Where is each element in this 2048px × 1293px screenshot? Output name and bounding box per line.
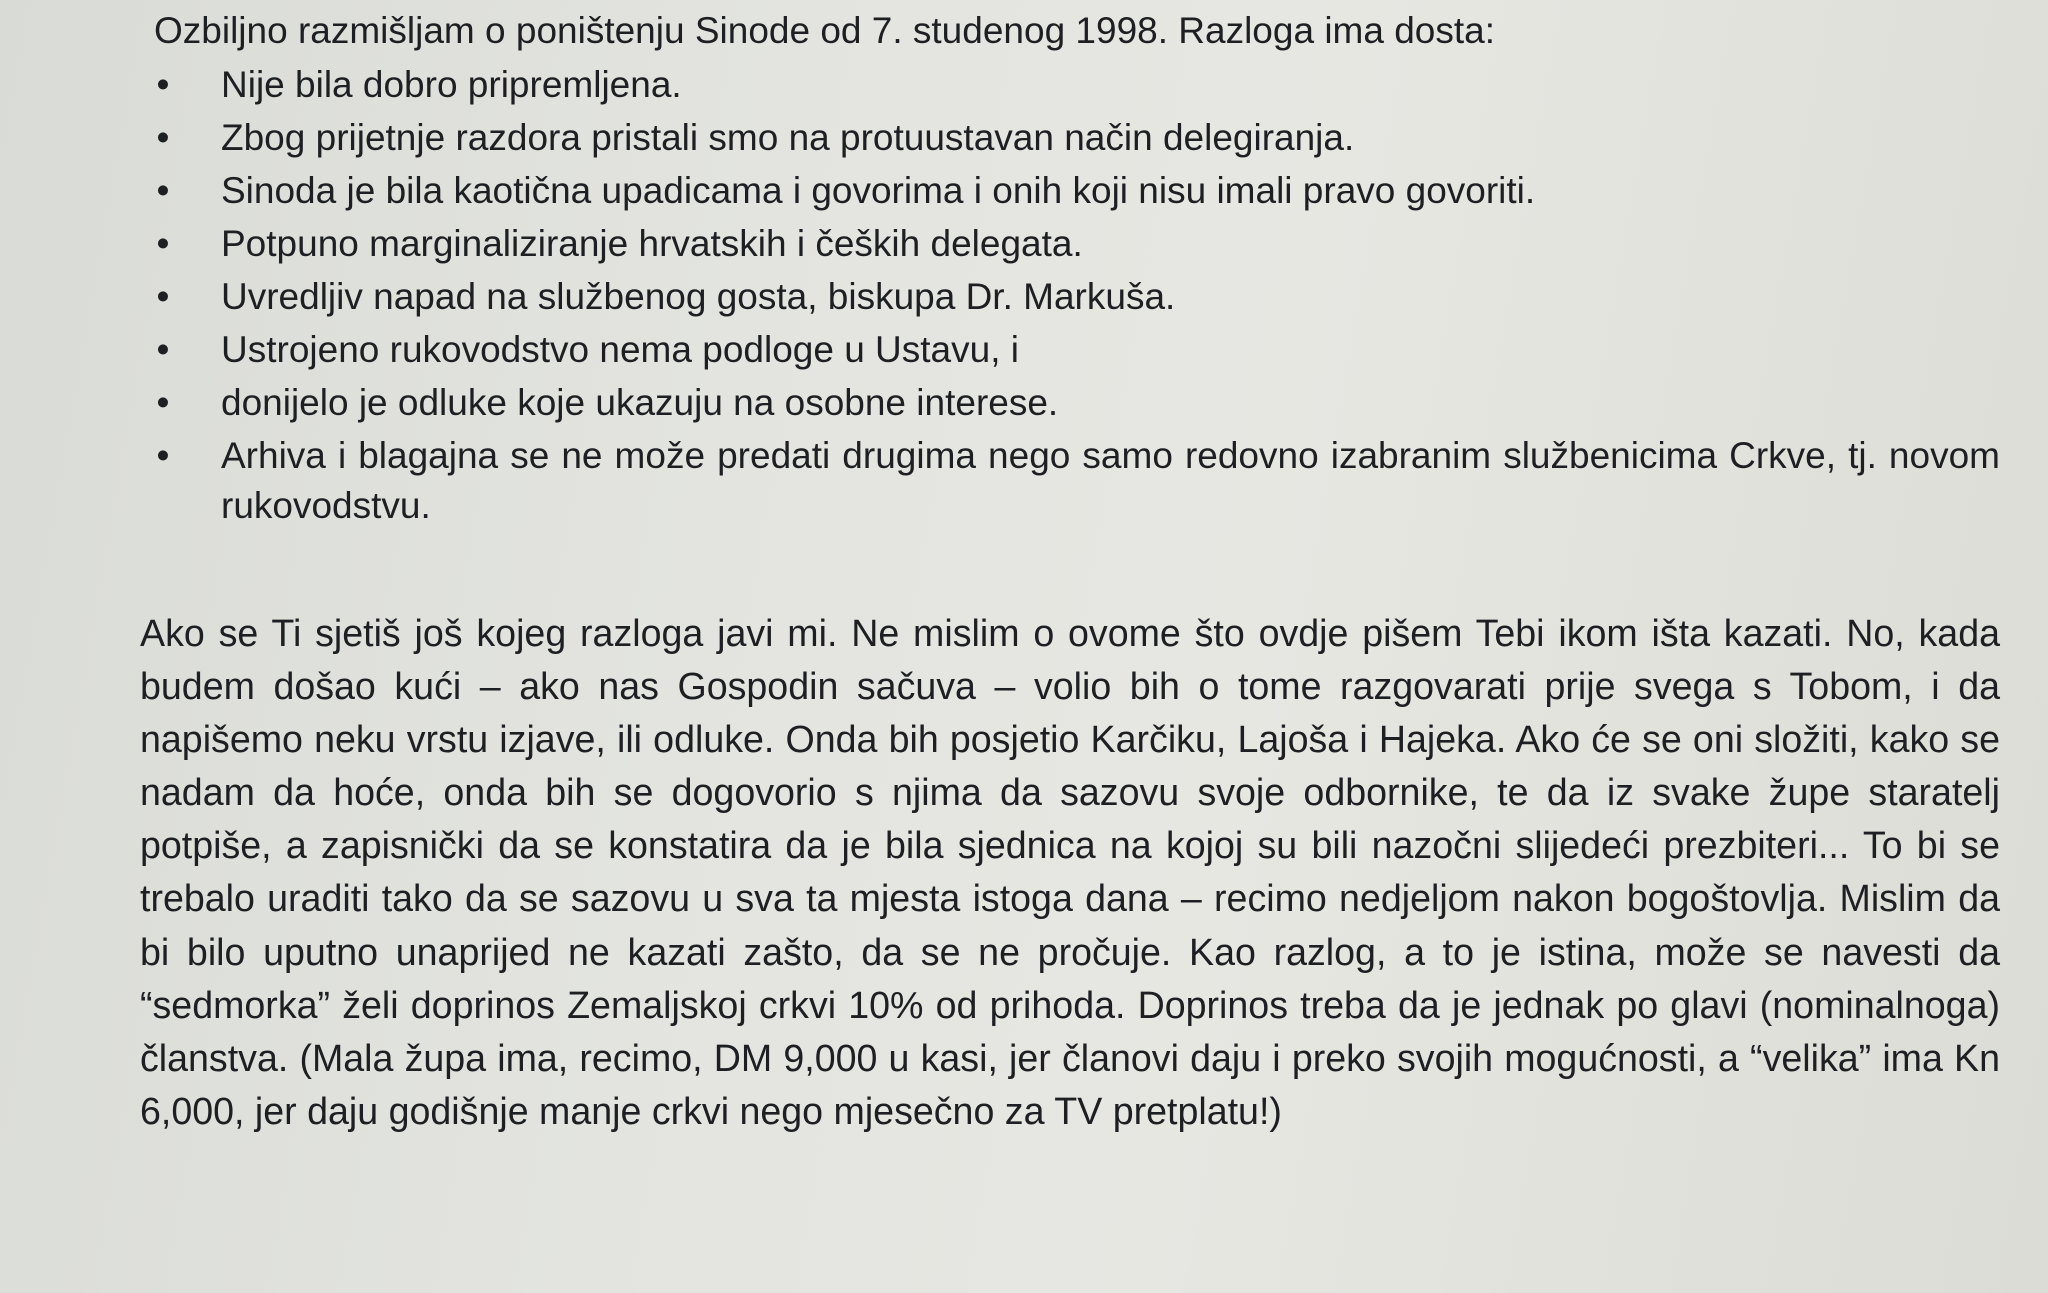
list-item-text: Uvredljiv napad na službenog gosta, biskupa Dr. Markuša.: [221, 276, 1176, 317]
bullet-icon: •: [156, 276, 170, 317]
bullet-icon: •: [156, 329, 170, 370]
bullet-icon: •: [156, 382, 170, 423]
intro-line: Ozbiljno razmišljam o poništenju Sinode od 7. studenog 1998. Razloga ima dosta:: [154, 10, 1496, 51]
list-item: [140, 272, 2000, 321]
list-item-text: Nije bila dobro pripremljena.: [221, 64, 682, 105]
list-item: [140, 219, 2000, 268]
list-item-text: Zbog prijetnje razdora pristali smo na protuustavan način delegiranja.: [221, 117, 1355, 158]
list-item-text: donijelo je odluke koje ukazuju na osobne interese.: [221, 382, 1059, 423]
bullet-icon: •: [156, 170, 170, 211]
list-item: [140, 325, 2000, 374]
list-item: [140, 166, 2000, 215]
bullet-icon: •: [156, 435, 170, 476]
list-item: [140, 60, 2000, 109]
bullet-icon: •: [156, 223, 170, 264]
list-item-text: Sinoda je bila kaotična upadicama i govorima i onih koji nisu imali pravo govoriti.: [221, 170, 1536, 211]
bullet-icon: •: [156, 64, 170, 105]
list-item-text: Potpuno marginaliziranje hrvatskih i čeških delegata.: [221, 223, 1083, 264]
list-item-text: Ustrojeno rukovodstvo nema podloge u Ustavu, i: [221, 329, 1019, 370]
list-item: [140, 113, 2000, 162]
body-paragraph: Ako se Ti sjetiš još kojeg razloga javi mi. Ne mislim o ovome što ovdje pišem Tebi ikom išta kazati. No, kada budem došao kući – ako nas Gospodin sačuva – volio bih o tome razgovarati prije svega s Tobom, i da napišemo neku vrstu izjave, ili odluke. Onda bih posjetio Karčiku, Lajoša i Hajeka. Ako će se oni složiti, kako se nadam da hoće, onda bih se dogovorio s njima da sazovu svoje odbornike, te da iz svake župe staratelj potpiše, a zapisnički da se konstatira da je bila sjednica na kojoj su bili nazočni slijedeći prezbiteri... To bi se trebalo uraditi tako da se sazovu u sva ta mjesta istoga dana – recimo nedjeljom nakon bogoštovlja. Mislim da bi bilo uputno unaprijed ne kazati zašto, da se ne pročuje. Kao razlog, a to je istina, može se navesti da “sedmorka” želi doprinos Zemaljskoj crkvi 10% od prihoda. Doprinos treba da je jednak po glavi (nominalnoga) članstva. (Mala župa ima, recimo, DM 9,000 u kasi, jer članovi daju i preko svojih mogućnosti, a “velika” ima Kn 6,000, jer daju godišnje manje crkvi nego mjesečno za TV pretplatu!): [140, 612, 2000, 1132]
bullet-icon: •: [156, 117, 170, 158]
reasons-list: [140, 60, 2000, 531]
list-item-text: Arhiva i blagajna se ne može predati drugima nego samo redovno izabranim službenicima Crkve, tj. novom rukovodstvu.: [221, 435, 2000, 526]
list-item: [140, 431, 2000, 531]
list-item: [140, 378, 2000, 427]
